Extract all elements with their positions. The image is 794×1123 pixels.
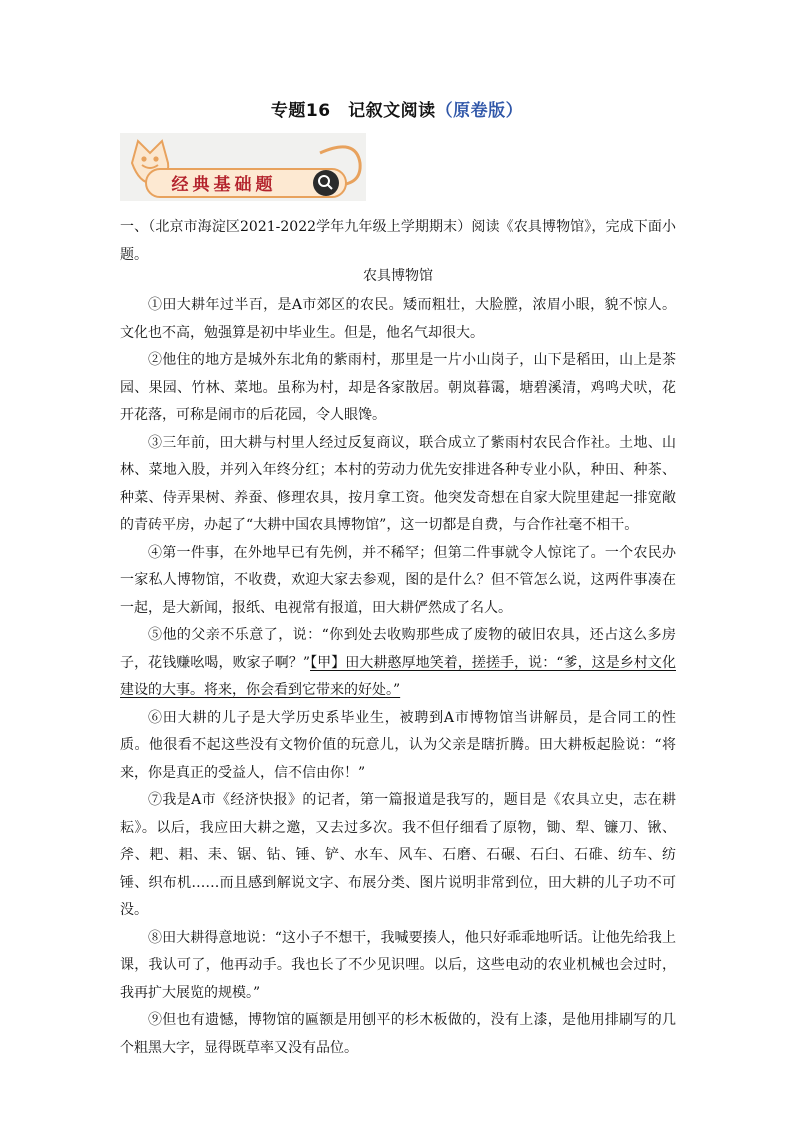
paragraph-5-text: ⑤他的父亲不乐意了，说：“你到处去收购那些成了废物的破旧农具，还占这么多房子，花钱赚吆喝，败家子啊？”	[120, 627, 676, 671]
question-intro: 一、（北京市海淀区2021-2022学年九年级上学期期末）阅读《农具博物馆》，完成下面小题。	[120, 219, 676, 263]
paragraph-8: ⑧田大耕得意地说：“这小子不想干，我喊要揍人，他只好乖乖地听话。让他先给我上课，我认可了，他再动手。我也长了不少见识哩。以后，这些电动的农业机械也会过时，我再扩大展览的规模。”	[120, 929, 676, 1001]
paragraph-5	[120, 622, 676, 705]
banner-label: 经典基础题	[171, 175, 277, 195]
paragraph-7: ⑦我是A市《经济快报》的记者，第一篇报道是我写的，题目是《农具立史，志在耕耘》。以后，我应田大耕之邀，又去过多次。我不但仔细看了原物，锄、犁、镰刀、锹、斧、耙、耜、耒、锯、钻、锤、铲、水车、风车、石磨、石碾、石臼、石碓、纺车、纺锤、织布机……而且感到解说文字、布展分类、图片说明非常到位，田大耕的儿子功不可没。	[120, 792, 676, 918]
paragraph-9: ⑨但也有遗憾，博物馆的匾额是用刨平的杉木板做的，没有上漆，是他用排刷写的几个粗黑大字，显得既草率又没有品位。	[120, 1012, 676, 1056]
fox-banner-graphic	[120, 133, 366, 201]
passage-body	[120, 292, 676, 1062]
paragraph-6: ⑥田大耕的儿子是大学历史系毕业生，被聘到A市博物馆当讲解员，是合同工的性质。他很看不起这些没有文物价值的玩意儿，认为父亲是瞎折腾。田大耕板起脸说：“将来，你是真正的受益人，信不信由你！”	[120, 709, 676, 781]
banner-classic-basics	[120, 133, 366, 201]
title-main: 专题16 记叙文阅读	[270, 101, 436, 121]
page-title	[0, 96, 794, 121]
search-icon	[313, 170, 339, 196]
paragraph-3: ③三年前，田大耕与村里人经过反复商议，联合成立了紫雨村农民合作社。土地、山林、菜地入股，并列入年终分红；本村的劳动力优先安排进各种专业小队，种田、种茶、种菜、侍弄果树、养蚕、修理农具，按月拿工资。他突发奇想在自家大院里建起一排宽敞的青砖平房，办起了“大耕中国农具博物馆”，这一切都是自费，与合作社毫不相干。	[120, 434, 676, 533]
paragraph-1: ①田大耕年过半百，是A市郊区的农民。矮而粗壮，大脸膛，浓眉小眼，貌不惊人。文化也不高，勉强算是初中毕业生。但是，他名气却很大。	[120, 297, 676, 341]
paragraph-2: ②他住的地方是城外东北角的紫雨村，那里是一片小山岗子，山下是稻田，山上是茶园、果园、竹林、菜地。虽称为村，却是各家散居。朝岚暮霭，塘碧溪清，鸡鸣犬吠，花开花落，可称是闹市的后花园，令人眼馋。	[120, 352, 676, 423]
title-suffix: （原卷版）	[435, 101, 524, 121]
passage-title: 农具博物馆	[363, 268, 433, 284]
paragraph-4: ④第一件事，在外地早已有先例，并不稀罕；但第二件事就令人惊诧了。一个农民办一家私人博物馆，不收费，欢迎大家去参观，图的是什么？但不管怎么说，这两件事凑在一起，是大新闻，报纸、电视常有报道，田大耕俨然成了名人。	[120, 544, 676, 616]
jia-sentence-text: 【甲】田大耕憨厚地笑着，搓搓手，说：“爹，这是乡村文化建设的大事。将来，你会看到它带来的好处。”	[120, 654, 676, 698]
